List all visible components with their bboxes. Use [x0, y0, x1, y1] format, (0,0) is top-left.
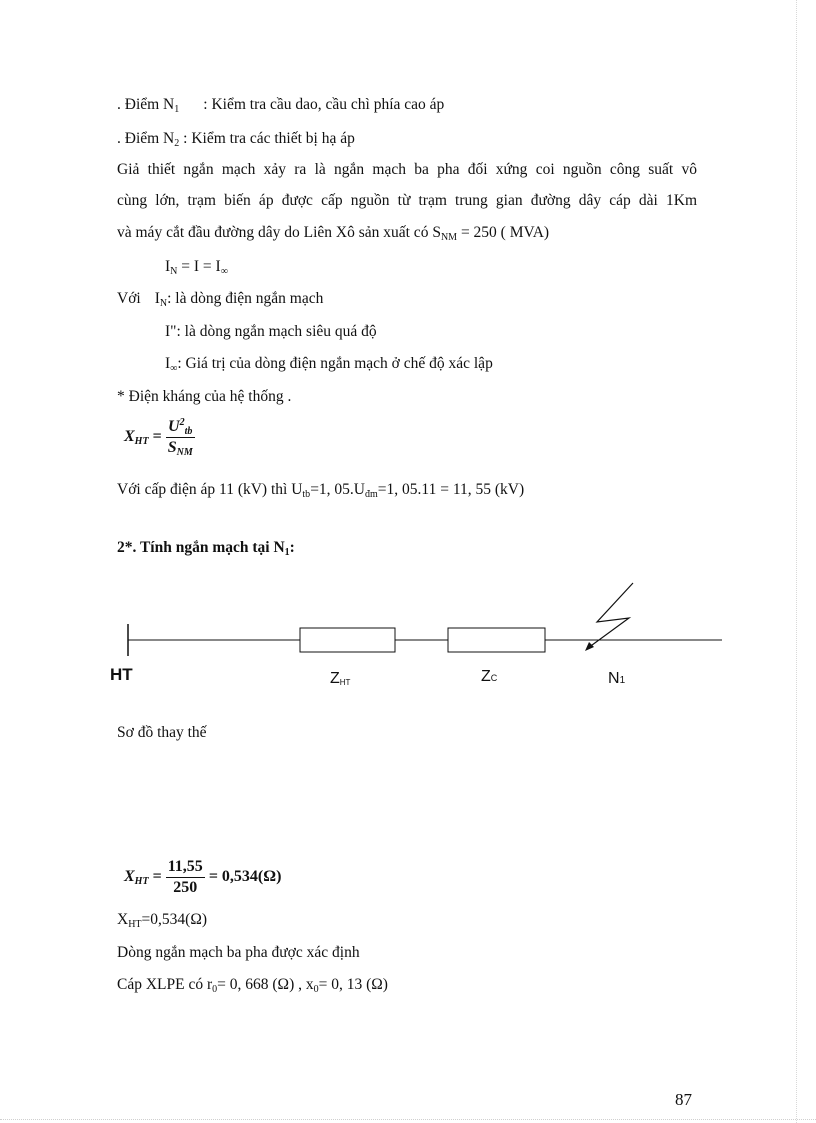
xht-calculation: $X_{HT}$ = $\frac{11,55}{250}$ = 0,534(Ω) [124, 858, 282, 896]
point-n1-line: . Điểm $N_1$ : Kiểm tra cầu dao, cầu chì phía cao áp [117, 96, 445, 115]
definition-i2-line: I": là dòng ngắn mạch siêu quá độ [165, 323, 377, 340]
definition-iinf-line: $I_\infty$: Giá trị của dòng điện ngắn mạch ở chế độ xác lập [165, 355, 493, 374]
assumption-line-3: và máy cắt đầu đường dây do Liên Xô sản xuất có $S_{NM} = 250$ ( MVA) [117, 224, 550, 243]
page-border-bottom [0, 1119, 816, 1120]
reactance-heading: * Điện kháng của hệ thống . [117, 388, 292, 405]
zc-impedance-box [448, 628, 545, 652]
label-zht: ZHT [330, 670, 351, 687]
xht-fraction: $\frac{11,55}{250}$ [167, 858, 203, 896]
three-phase-current-line: Dòng ngắn mạch ba pha được xác định [117, 944, 360, 961]
voltage-level-line: Với cấp điện áp 11 (kV) thì $U_{tb}=1$, $05.U_{đm}=1$, 05.11 = 11, 55 (kV) [117, 481, 525, 500]
page-number: 87 [675, 1090, 692, 1109]
assumption-line-2: cùng lớn, trạm biến áp được cấp nguồn từ trạm trung gian đường dây cáp dài 1Km [117, 192, 697, 209]
fault-arrowhead-icon [585, 642, 594, 651]
point-n2-line: . Điểm $N_2$ : Kiểm tra các thiết bị hạ áp [117, 130, 355, 149]
current-equation: $I_N = I = I_\infty$ [165, 258, 228, 277]
label-zc: ZC [481, 668, 498, 685]
xht-result-line: $X_{HT}=0,534(\Omega)$ [117, 911, 208, 930]
reactance-formula: $X_{HT}$ = $\frac{U^2_{tb}}{S_{NM}}$ [124, 417, 193, 458]
reactance-fraction: $\frac{U^2_{tb}}{S_{NM}}$ [167, 417, 193, 458]
section-title: 2*. Tính ngắn mạch tại $N_1$: [117, 539, 295, 558]
cable-parameters-line: Cáp XLPE có $r_0= 0$, 668 (Ω) , $x_0= 0$, 13 (Ω) [117, 976, 388, 995]
substitution-caption: Sơ đồ thay thế [117, 724, 207, 741]
equivalent-circuit-diagram [0, 570, 816, 695]
definition-in-line: Với $I_N$: là dòng điện ngắn mạch [117, 290, 324, 309]
label-n1: N1 [608, 670, 626, 687]
zht-impedance-box [300, 628, 395, 652]
fault-lightning-icon [588, 583, 633, 648]
label-ht: HT [110, 665, 133, 684]
page-border-right [796, 0, 797, 1123]
assumption-line-1: Giả thiết ngắn mạch xảy ra là ngắn mạch ba pha đối xứng coi nguồn công suất vô [117, 161, 697, 178]
